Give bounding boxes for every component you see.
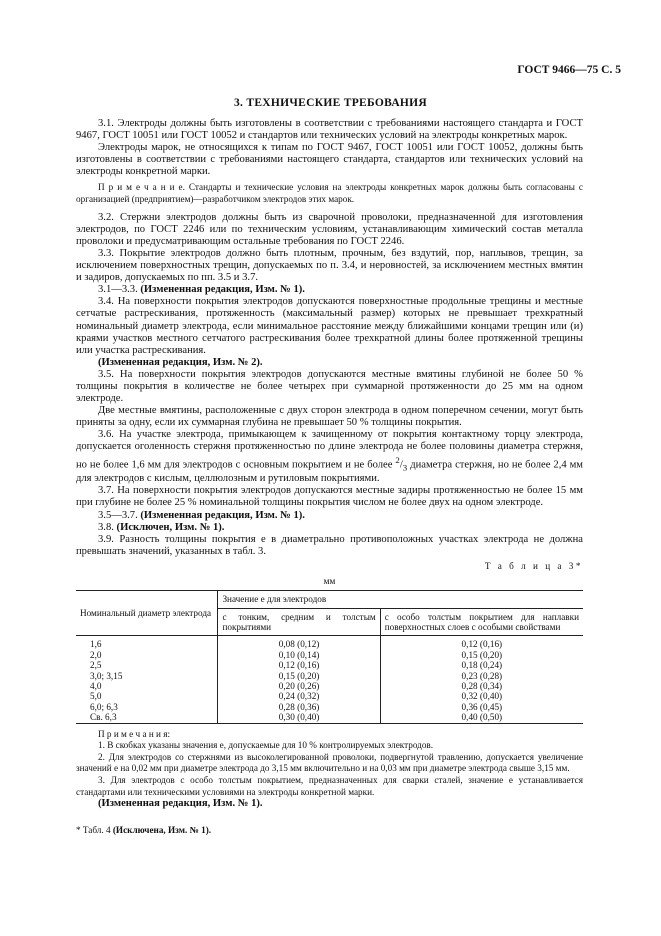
table-row [76, 681, 583, 691]
footnote [76, 824, 583, 836]
paragraph-3-6: 3.6. На участке электрода, примыкающем к зачищенному от покрытия контактному торцу электрода, допускается оголенность стержня протяженностью по длине электрода не более половины диаметра стержня, но не более 1,6 мм для электродов с основным покрытием и не более $^2/_3$ диаметра стержня, но не более 2,4 мм для электродов с кислым, целлюлозным и рутиловым покрытиями. [76, 429, 584, 485]
table-unit: мм [323, 576, 336, 587]
cell-thick-value: 0,23 (0,28) [461, 670, 503, 681]
amendment-text: (Измененная редакция, Изм. № 1). [140, 509, 305, 521]
cell-thick-value: 0,36 (0,45) [461, 701, 503, 712]
table-row [76, 636, 583, 650]
cell-thin-value: 0,08 (0,12) [218, 636, 380, 650]
header-group: Значение e для электродов [218, 591, 583, 608]
paragraph-3-9: 3.9. Разность толщины покрытия e в диаметрально противоположных участках электрода не должна превышать значений, указанных в табл. 3. [76, 533, 583, 557]
amendment-3-5-3-7 [76, 510, 583, 522]
paragraph-3-5-b: Две местные вмятины, расположенные с двух сторон электрода в одном поперечном сечении, могут быть приняты за одну, если их суммарная глубина не превышает 50 % толщины покрытия. [76, 405, 583, 429]
cell-diameter: 5,0 [76, 691, 218, 701]
table-row [76, 660, 583, 670]
note-label: П р и м е ч а н и е. [98, 182, 185, 193]
cell-diameter: 1,6 [76, 636, 218, 650]
cell-thin-value: 0,20 (0,26) [218, 681, 380, 691]
paragraph-3-4: 3.4. На поверхности покрытия электродов допускаются поверхностные продольные трещины и местные сетчатые растрескивания, протяженность (максимальный размер) которых не превышает трехкратный номинальный диаметр электрода, если минимальное расстояние между ближайшими концами трещин или (и) краями участков местного сетчатого растрескивания более трехкратной длины более протяженной трещины или участка растрескивания. [76, 296, 583, 356]
cell-thin-value: 0,28 (0,36) [218, 702, 380, 712]
paragraph-3-1: 3.1. Электроды должны быть изготовлены в соответствии с требованиями настоящего стандарта и ГОСТ 9467, ГОСТ 10051 или ГОСТ 10052 и стандартов или технических условий на электроды конкретных марок. [76, 118, 583, 142]
paragraph-3-6-part1: 3.6. На участке электрода, примыкающем к зачищенному от покрытия контактному торцу электрода, допускается оголенность стержня протяженностью по длине электрода не более половины диаметра стержня, но не более 1,6 мм для электродов с основным покрытием и не более [76, 429, 583, 471]
table-caption: Т а б л и ц а 3* [484, 560, 583, 571]
note-1: 1. В скобках указаны значения e, допускаемые для 10 % контролируемых электродов. [98, 740, 434, 751]
page-header: ГОСТ 9466—75 С. 5 [517, 64, 621, 76]
cell-thin-value: 0,30 (0,40) [218, 712, 380, 723]
footnote-prefix: * Табл. 4 [76, 825, 111, 836]
paragraph-3-5: 3.5. На поверхности покрытия электродов допускаются местные вмятины глубиной не более 50 % толщины покрытия в количестве не более четырех при суммарной протяженности до 25 мм на одном электроде. [76, 368, 583, 405]
cell-thick-value: 0,40 (0,50) [380, 712, 583, 723]
amendment-3-1-3-3 [76, 284, 583, 296]
cell-thick-value: 0,15 (0,20) [461, 649, 503, 660]
cell-thick-value: 0,18 (0,24) [461, 660, 503, 671]
header-diameter: Номинальный диаметр электрода [76, 591, 218, 636]
cell-thin-value: 0,24 (0,32) [218, 691, 380, 701]
fraction-denominator: 3 [402, 462, 408, 473]
cell-diameter: 2,0 [76, 650, 218, 660]
cell-diameter: Св. 6,3 [76, 712, 218, 723]
paragraph-number: 3.8. [98, 521, 114, 533]
exclusion-text: (Исключен, Изм. № 1). [116, 521, 225, 533]
amendment-text: (Измененная редакция, Изм. № 1). [140, 284, 305, 296]
note-3: 3. Для электродов с особо толстым покрытием, предназначенных для сварки сталей, значение e устанавливается стандартами или техническими условиями на электроды конкретной марки. [76, 774, 583, 797]
note-2: 2. Для электродов со стержнями из высоколегированной проволоки, подвергнутой травлению, допускается увеличение значений e на 0,02 мм при диаметре электрода до 3,15 мм включительно и на 0,03 мм при диаметре электрода свыше 3,15 мм. [76, 751, 583, 774]
document-body [76, 118, 583, 836]
cell-thick-value: 0,28 (0,34) [461, 680, 503, 691]
notes-label: П р и м е ч а н и я: [98, 728, 171, 739]
note [76, 182, 583, 205]
table-3 [76, 590, 583, 723]
cell-diameter: 6,0; 6,3 [76, 702, 218, 712]
paragraph-3-2: 3.2. Стержни электродов должны быть из сварочной проволоки, предназначенной для изготовления электродов, по ГОСТ 2246 или по техническим условиям, устанавливающим химический состав металла проволоки и предусматривающим остальные требования по ГОСТ 2246. [76, 211, 583, 247]
fraction-numerator: 2 [395, 454, 400, 465]
amendment-3-4: (Измененная редакция, Изм. № 2). [98, 356, 263, 368]
paragraph-3-8 [76, 522, 583, 534]
header-thick-coating: с особо толстым покрытием для наплавки поверхностных слоев с особыми свойствами [380, 608, 583, 636]
note-text: Стандарты и технические условия на электроды конкретных марок должны быть согласованы с организацией (предприятием)—разработчиком электродов этих марок. [76, 182, 583, 205]
paragraph-3-6-part2: диаметра стержня, но не более 2,4 мм для электродов с кислым, целлюлозным и рутиловым покрытиями. [76, 459, 584, 485]
table-row [76, 712, 583, 723]
section-title: 3. ТЕХНИЧЕСКИЕ ТРЕБОВАНИЯ [233, 97, 428, 109]
amendment-number: 3.5—3.7. [98, 509, 138, 521]
cell-diameter: 2,5 [76, 660, 218, 670]
table-row [76, 671, 583, 681]
cell-thin-value: 0,10 (0,14) [218, 650, 380, 660]
cell-diameter: 3,0; 3,15 [76, 671, 218, 681]
cell-diameter: 4,0 [76, 681, 218, 691]
cell-thick-value: 0,32 (0,40) [461, 691, 503, 702]
paragraph-3-7: 3.7. На поверхности покрытия электродов допускаются местные задиры протяженностью не более 15 мм при глубине не более 25 % номинальной толщины покрытия числом не более двух на одном электроде. [76, 485, 583, 509]
amendment-number: 3.1—3.3. [98, 284, 138, 296]
cell-thin-value: 0,12 (0,16) [218, 660, 380, 670]
table-row [76, 691, 583, 701]
header-thin-coating: с тонким, средним и толстым покрытиями [218, 608, 380, 636]
amendment-table: (Измененная редакция, Изм. № 1). [98, 798, 263, 810]
cell-thin-value: 0,15 (0,20) [218, 671, 380, 681]
table-row [76, 702, 583, 712]
footnote-text: (Исключена, Изм. № 1). [112, 825, 212, 836]
table-row [76, 650, 583, 660]
cell-thick-value: 0,12 (0,16) [461, 639, 503, 650]
paragraph-3-1-b: Электроды марок, не относящихся к типам по ГОСТ 9467, ГОСТ 10051 или ГОСТ 10052, должны быть изготовлены в соответствии с требованиями настоящего стандарта, стандартов или технических условий на электроды конкретной марки. [76, 142, 583, 178]
paragraph-3-3: 3.3. Покрытие электродов должно быть плотным, прочным, без вздутий, пор, наплывов, трещин, за исключением поверхностных трещин, допускаемых по п. 3.4, и неровностей, за исключением местных вмятин и задиров, допускаемых по пп. 3.5 и 3.7. [76, 247, 583, 284]
